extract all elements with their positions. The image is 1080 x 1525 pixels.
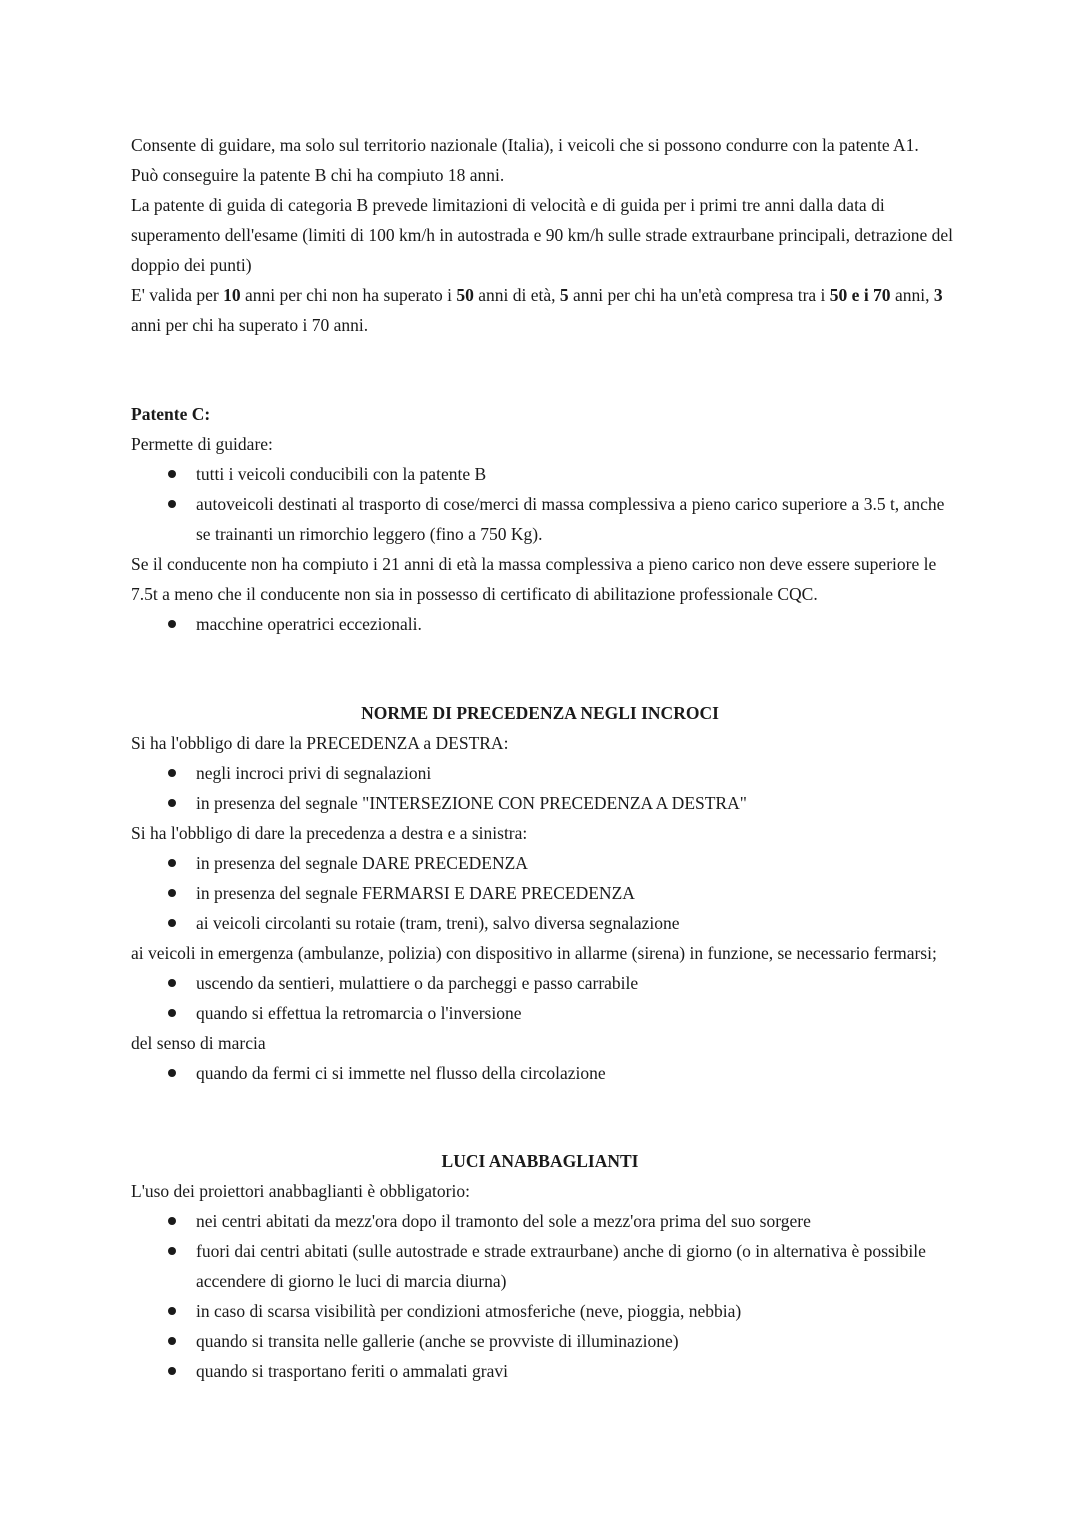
list-item bbox=[131, 1326, 961, 1356]
patente-c-note: Se il conducente non ha compiuto i 21 anni di età la massa complessiva a pieno carico non deve essere superiore le 7.5t a meno che il conducente non sia in possesso di certificato di abilitazione professionale CQC. bbox=[131, 554, 937, 604]
precedenza-para-2: del senso di marcia bbox=[131, 1033, 266, 1053]
patente-b-p3: La patente di guida di categoria B prevede limitazioni di velocità e di guida per i primi tre anni dalla data di superamento dell'esame (limiti di 100 km/h in autostrada e 90 km/h sulle strade extraurbane principali, detrazione del doppio dei punti) bbox=[131, 195, 953, 275]
validity-bold-1: 10 bbox=[223, 285, 241, 305]
list-item-text: quando si transita nelle gallerie (anche se provviste di illuminazione) bbox=[196, 1331, 679, 1351]
patente-c-intro: Permette di guidare: bbox=[131, 434, 273, 454]
validity-text-1: E' valida per bbox=[131, 285, 224, 305]
bullet-icon bbox=[168, 859, 176, 867]
bullet-icon bbox=[168, 1247, 176, 1255]
validity-text-3: anni di età, bbox=[473, 285, 560, 305]
bullet-icon bbox=[168, 1337, 176, 1345]
list-item-text: macchine operatrici eccezionali. bbox=[196, 614, 422, 634]
list-item-text: tutti i veicoli conducibili con la patente B bbox=[196, 464, 487, 484]
list-item bbox=[131, 1058, 961, 1088]
bullet-icon bbox=[168, 1009, 176, 1017]
patente-c-list-2 bbox=[131, 609, 961, 639]
bullet-icon bbox=[168, 919, 176, 927]
validity-text-5: anni, bbox=[890, 285, 934, 305]
validity-bold-5: 3 bbox=[933, 285, 943, 305]
bullet-icon bbox=[168, 979, 176, 987]
list-item-text: in presenza del segnale DARE PRECEDENZA bbox=[196, 853, 528, 873]
precedenza-para: ai veicoli in emergenza (ambulanze, polizia) con dispositivo in allarme (sirena) in funzione, se necessario fermarsi; bbox=[131, 943, 937, 963]
patente-c-section bbox=[131, 399, 961, 639]
luci-intro: L'uso dei proiettori anabbaglianti è obbligatorio: bbox=[131, 1181, 470, 1201]
list-item bbox=[131, 1296, 961, 1326]
bullet-icon bbox=[168, 799, 176, 807]
list-item bbox=[131, 908, 961, 938]
validity-bold-3: 5 bbox=[559, 285, 569, 305]
validity-text-4: anni per chi ha un'età compresa tra i bbox=[568, 285, 830, 305]
list-item-text: nei centri abitati da mezz'ora dopo il tramonto del sole a mezz'ora prima del suo sorgere bbox=[196, 1211, 811, 1231]
luci-title: LUCI ANABBAGLIANTI bbox=[441, 1151, 639, 1171]
list-item-text: negli incroci privi di segnalazioni bbox=[196, 763, 432, 783]
luci-list bbox=[131, 1206, 961, 1386]
precedenza-list-1 bbox=[131, 758, 961, 818]
bullet-icon bbox=[168, 1367, 176, 1375]
list-item bbox=[131, 848, 961, 878]
luci-section bbox=[131, 1176, 961, 1386]
list-item bbox=[131, 788, 961, 818]
list-item bbox=[131, 1206, 961, 1236]
list-item bbox=[131, 758, 961, 788]
bullet-icon bbox=[168, 470, 176, 478]
list-item bbox=[131, 1356, 961, 1386]
validity-text-6: anni per chi ha superato i 70 anni. bbox=[131, 315, 369, 335]
precedenza-list-3 bbox=[131, 968, 961, 1028]
list-item-text: quando si trasportano feriti o ammalati gravi bbox=[196, 1361, 508, 1381]
precedenza-intro-2: Si ha l'obbligo di dare la precedenza a destra e a sinistra: bbox=[131, 823, 528, 843]
list-item bbox=[131, 1236, 961, 1296]
list-item-text: in presenza del segnale "INTERSEZIONE CON PRECEDENZA A DESTRA" bbox=[196, 793, 747, 813]
list-item-text: quando si effettua la retromarcia o l'inversione bbox=[196, 1003, 522, 1023]
list-item bbox=[131, 609, 961, 639]
patente-b-p1: Consente di guidare, ma solo sul territorio nazionale (Italia), i veicoli che si possono condurre con la patente A1. bbox=[131, 135, 919, 155]
patente-b-p2: Può conseguire la patente B chi ha compiuto 18 anni. bbox=[131, 165, 505, 185]
list-item bbox=[131, 968, 961, 998]
list-item-text: quando da fermi ci si immette nel flusso della circolazione bbox=[196, 1063, 606, 1083]
bullet-icon bbox=[168, 1307, 176, 1315]
list-item-text: ai veicoli circolanti su rotaie (tram, treni), salvo diversa segnalazione bbox=[196, 913, 680, 933]
bullet-icon bbox=[168, 769, 176, 777]
patente-c-title: Patente C: bbox=[131, 404, 211, 424]
patente-b-validity bbox=[131, 280, 961, 340]
precedenza-list-2 bbox=[131, 848, 961, 938]
validity-text-2: anni per chi non ha superato i bbox=[240, 285, 457, 305]
validity-bold-2: 50 bbox=[456, 285, 474, 305]
precedenza-intro-1: Si ha l'obbligo di dare la PRECEDENZA a DESTRA: bbox=[131, 733, 509, 753]
bullet-icon bbox=[168, 620, 176, 628]
list-item-text: autoveicoli destinati al trasporto di cose/merci di massa complessiva a pieno carico superiore a 3.5 t, anche se trainanti un rimorchio leggero (fino a 750 Kg). bbox=[196, 494, 945, 544]
list-item-text: fuori dai centri abitati (sulle autostrade e strade extraurbane) anche di giorno (o in alternativa è possibile accendere di giorno le luci di marcia diurna) bbox=[196, 1241, 926, 1291]
bullet-icon bbox=[168, 1069, 176, 1077]
list-item-text: in presenza del segnale FERMARSI E DARE PRECEDENZA bbox=[196, 883, 635, 903]
bullet-icon bbox=[168, 500, 176, 508]
patente-c-list bbox=[131, 459, 961, 549]
list-item bbox=[131, 998, 961, 1028]
list-item-text: uscendo da sentieri, mulattiere o da parcheggi e passo carrabile bbox=[196, 973, 639, 993]
precedenza-section bbox=[131, 728, 961, 1088]
list-item bbox=[131, 459, 961, 489]
list-item bbox=[131, 489, 961, 549]
list-item-text: in caso di scarsa visibilità per condizioni atmosferiche (neve, pioggia, nebbia) bbox=[196, 1301, 742, 1321]
precedenza-list-4 bbox=[131, 1058, 961, 1088]
list-item bbox=[131, 878, 961, 908]
bullet-icon bbox=[168, 1217, 176, 1225]
precedenza-title: NORME DI PRECEDENZA NEGLI INCROCI bbox=[361, 703, 719, 723]
validity-bold-4: 50 e i 70 bbox=[829, 285, 891, 305]
bullet-icon bbox=[168, 889, 176, 897]
patente-b-section bbox=[131, 130, 961, 340]
